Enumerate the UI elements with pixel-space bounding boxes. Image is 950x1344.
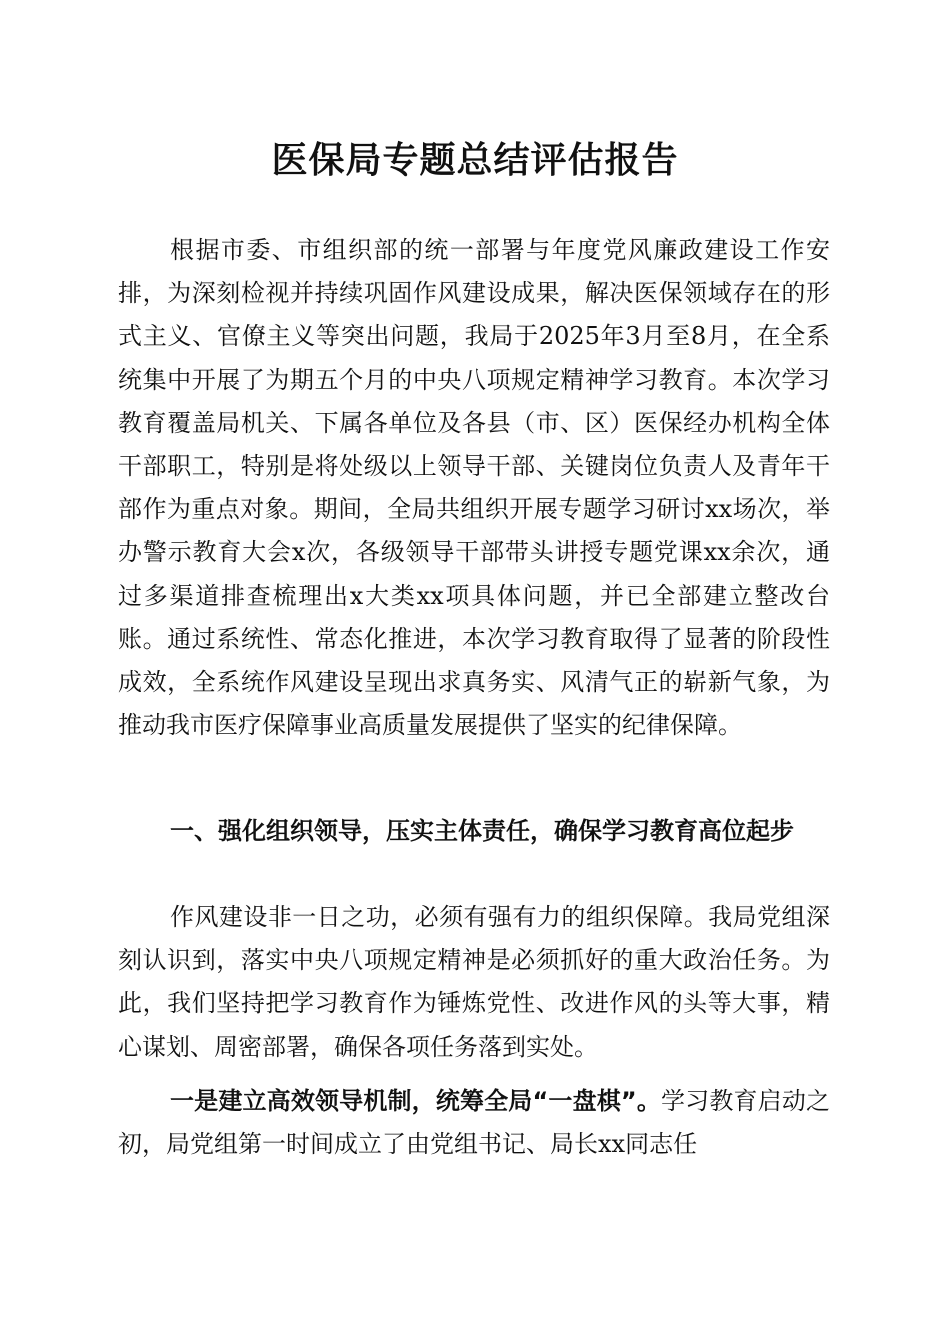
point-1-paragraph xyxy=(118,1080,830,1166)
document-title: 医保局专题总结评估报告 xyxy=(271,139,679,181)
section-1-paragraph: 作风建设非一日之功，必须有强有力的组织保障。我局党组深刻认识到，落实中央八项规定精神是必须抓好的重大政治任务。为此，我们坚持把学习教育作为锤炼党性、改进作风的头等大事，精心谋划、周密部署，确保各项任务落到实处。 xyxy=(118,903,830,1061)
section-heading-1: 一、强化组织领导，压实主体责任，确保学习教育高位起步 xyxy=(170,817,794,845)
point-1-text: 学习教育启动之初，局党组第一时间成立了由党组书记、局长xx同志任 xyxy=(118,1087,831,1159)
intro-paragraph: 根据市委、市组织部的统一部署与年度党风廉政建设工作安排，为深刻检视并持续巩固作风建设成果，解决医保领域存在的形式主义、官僚主义等突出问题，我局于2025年3月至8月，在全系统集中开展了为期五个月的中央八项规定精神学习教育。本次学习教育覆盖局机关、下属各单位及各县（市、区）医保经办机构全体干部职工，特别是将处级以上领导干部、关键岗位负责人及青年干部作为重点对象。期间，全局共组织开展专题学习研讨xx场次，举办警示教育大会x次，各级领导干部带头讲授专题党课xx余次，通过多渠道排查梳理出x大类xx项具体问题，并已全部建立整改台账。通过系统性、常态化推进，本次学习教育取得了显著的阶段性成效，全系统作风建设呈现出求真务实、风清气正的崭新气象，为推动我市医疗保障事业高质量发展提供了坚实的纪律保障。 xyxy=(118,236,830,740)
point-1-lead: 一是建立高效领导机制，统筹全局“一盘棋”。 xyxy=(170,1087,662,1115)
